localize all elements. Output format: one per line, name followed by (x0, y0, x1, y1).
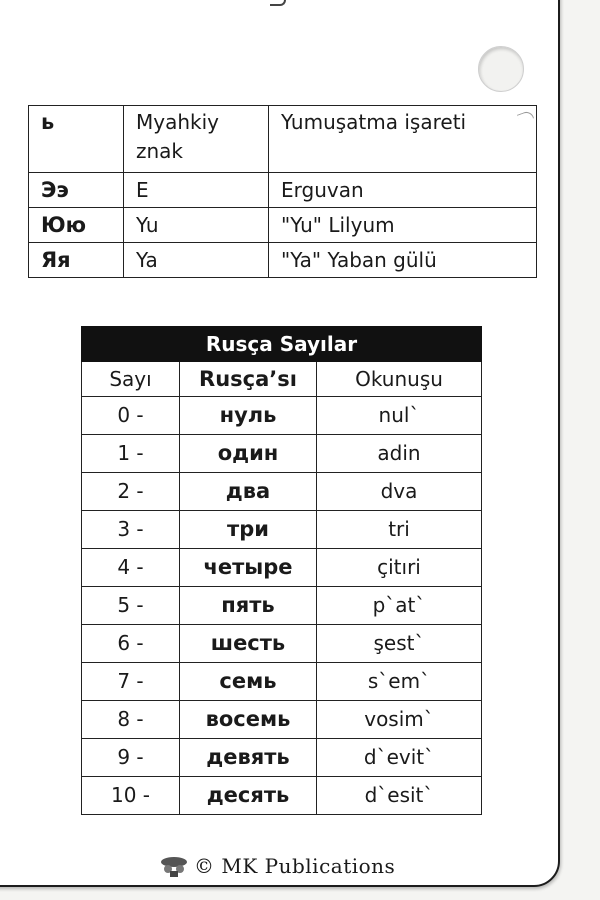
header-pronunciation: Okunuşu (317, 362, 482, 397)
table-row (29, 106, 537, 173)
letter-name-cell: Ya (124, 243, 269, 278)
russian-word-cell: пять (180, 587, 317, 625)
table-row (82, 663, 482, 701)
russian-word-cell: десять (180, 777, 317, 815)
letter-cell: Юю (29, 208, 124, 243)
number-cell: 3 - (82, 511, 180, 549)
table-row (82, 701, 482, 739)
number-cell: 10 - (82, 777, 180, 815)
pronunciation-cell: adin (317, 435, 482, 473)
table-row (82, 549, 482, 587)
russian-word-cell: нуль (180, 397, 317, 435)
number-cell: 2 - (82, 473, 180, 511)
pronunciation-cell: şest` (317, 625, 482, 663)
russian-word-cell: три (180, 511, 317, 549)
number-cell: 5 - (82, 587, 180, 625)
letter-name-cell: Yu (124, 208, 269, 243)
number-cell: 9 - (82, 739, 180, 777)
table-row (82, 435, 482, 473)
russian-word-cell: один (180, 435, 317, 473)
table-header-row (82, 362, 482, 397)
table-row (82, 739, 482, 777)
pronunciation-cell: s`em` (317, 663, 482, 701)
number-cell: 7 - (82, 663, 180, 701)
publisher-logo-icon (158, 855, 190, 877)
letter-cell: Ээ (29, 173, 124, 208)
header-number: Sayı (82, 362, 180, 397)
number-cell: 6 - (82, 625, 180, 663)
table-row (82, 587, 482, 625)
table-row (82, 473, 482, 511)
table-row (82, 397, 482, 435)
table-title-row (82, 327, 482, 362)
pronunciation-cell: dva (317, 473, 482, 511)
russian-word-cell: восемь (180, 701, 317, 739)
footer (158, 852, 395, 880)
russian-word-cell: шесть (180, 625, 317, 663)
russian-word-cell: семь (180, 663, 317, 701)
pronunciation-cell: vosim` (317, 701, 482, 739)
copyright-text: © MK Publications (194, 854, 396, 878)
number-cell: 0 - (82, 397, 180, 435)
number-cell: 1 - (82, 435, 180, 473)
letter-meaning-cell: Erguvan (269, 173, 537, 208)
pronunciation-cell: nul` (317, 397, 482, 435)
table-row (82, 777, 482, 815)
russian-numbers-table (81, 326, 482, 815)
letter-cell: ь (29, 106, 124, 173)
pronunciation-cell: p`at` (317, 587, 482, 625)
letter-name-cell: E (124, 173, 269, 208)
table-row (82, 625, 482, 663)
table-row (29, 173, 537, 208)
punch-hole (478, 46, 524, 92)
alphabet-table (28, 105, 537, 278)
pronunciation-cell: d`evit` (317, 739, 482, 777)
table-row (29, 208, 537, 243)
letter-meaning-cell: "Ya" Yaban gülü (269, 243, 537, 278)
table-row (29, 243, 537, 278)
pronunciation-cell: tri (317, 511, 482, 549)
letter-meaning-cell: "Yu" Lilyum (269, 208, 537, 243)
russian-word-cell: девять (180, 739, 317, 777)
letter-name-cell: Myahkiy znak (124, 106, 269, 173)
table-row (82, 511, 482, 549)
table-title: Rusça Sayılar (82, 327, 482, 362)
header-russian: Rusça’sı (180, 362, 317, 397)
letter-meaning-cell: Yumuşatma işareti (269, 106, 537, 173)
pronunciation-cell: d`esit` (317, 777, 482, 815)
russian-word-cell: четыре (180, 549, 317, 587)
russian-word-cell: два (180, 473, 317, 511)
pronunciation-cell: çitıri (317, 549, 482, 587)
number-cell: 8 - (82, 701, 180, 739)
letter-cell: Яя (29, 243, 124, 278)
number-cell: 4 - (82, 549, 180, 587)
